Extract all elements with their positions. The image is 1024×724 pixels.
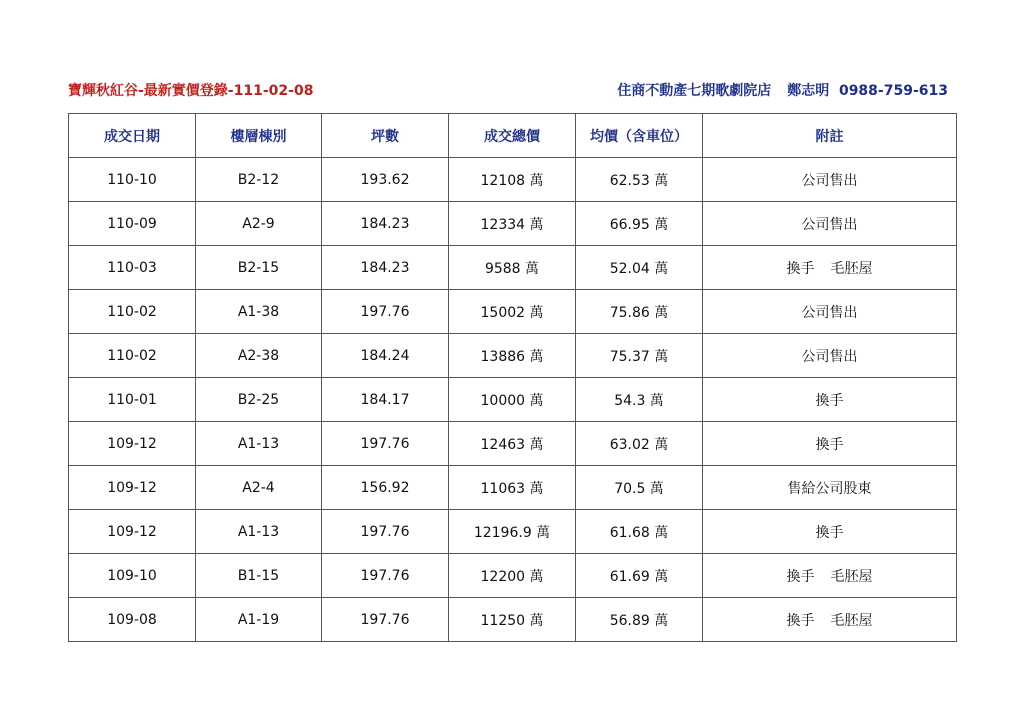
cell-area: 184.23: [322, 202, 449, 246]
column-header-average-price: 均價（含車位）: [576, 114, 703, 158]
table-row: [69, 246, 957, 290]
cell-note: 公司售出: [703, 290, 957, 334]
cell-average-price: 70.5 萬: [576, 466, 703, 510]
cell-average-price: 75.86 萬: [576, 290, 703, 334]
cell-date: 110-02: [69, 290, 196, 334]
cell-unit: B2-12: [196, 158, 322, 202]
cell-area: 184.23: [322, 246, 449, 290]
cell-total-price: 13886 萬: [449, 334, 576, 378]
table-row: [69, 158, 957, 202]
cell-unit: B1-15: [196, 554, 322, 598]
note-transfer: 換手: [786, 612, 815, 629]
cell-unit: A1-19: [196, 598, 322, 642]
table-row: [69, 378, 957, 422]
note-unfinished-unit: 毛胚屋: [830, 260, 873, 277]
cell-date: 109-10: [69, 554, 196, 598]
cell-average-price: 56.89 萬: [576, 598, 703, 642]
column-header-unit: 樓層棟別: [196, 114, 322, 158]
table-row: [69, 202, 957, 246]
cell-note: 公司售出: [703, 158, 957, 202]
cell-date: 109-12: [69, 510, 196, 554]
cell-note: 公司售出: [703, 334, 957, 378]
cell-total-price: 11063 萬: [449, 466, 576, 510]
cell-date: 109-08: [69, 598, 196, 642]
document-title: 寶輝秋紅谷-最新實價登錄-111-02-08: [68, 83, 314, 99]
cell-average-price: 61.69 萬: [576, 554, 703, 598]
table-row: [69, 334, 957, 378]
note-unfinished-unit: 毛胚屋: [830, 568, 873, 585]
column-header-date: 成交日期: [69, 114, 196, 158]
cell-total-price: 12196.9 萬: [449, 510, 576, 554]
table-row: [69, 554, 957, 598]
cell-date: 110-03: [69, 246, 196, 290]
agent-name: 鄭志明: [787, 83, 830, 99]
cell-note: [703, 598, 957, 642]
cell-total-price: 12200 萬: [449, 554, 576, 598]
cell-date: 110-09: [69, 202, 196, 246]
table-row: [69, 510, 957, 554]
cell-note: [703, 554, 957, 598]
agent-phone: 0988-759-613: [838, 83, 948, 99]
cell-note: 售給公司股東: [703, 466, 957, 510]
cell-unit: A1-13: [196, 422, 322, 466]
transaction-table: [68, 113, 957, 642]
cell-date: 109-12: [69, 466, 196, 510]
cell-area: 184.17: [322, 378, 449, 422]
cell-note: 換手: [703, 510, 957, 554]
cell-average-price: 54.3 萬: [576, 378, 703, 422]
cell-note: 換手: [703, 422, 957, 466]
cell-date: 110-01: [69, 378, 196, 422]
cell-total-price: 15002 萬: [449, 290, 576, 334]
table-header-row: [69, 114, 957, 158]
table-row: [69, 290, 957, 334]
cell-area: 156.92: [322, 466, 449, 510]
cell-note: [703, 246, 957, 290]
cell-total-price: 12334 萬: [449, 202, 576, 246]
agent-contact: [617, 80, 948, 102]
cell-area: 184.24: [322, 334, 449, 378]
cell-area: 193.62: [322, 158, 449, 202]
cell-area: 197.76: [322, 290, 449, 334]
cell-total-price: 11250 萬: [449, 598, 576, 642]
cell-date: 109-12: [69, 422, 196, 466]
cell-unit: A1-13: [196, 510, 322, 554]
table-row: [69, 466, 957, 510]
note-transfer: 換手: [786, 260, 815, 277]
cell-average-price: 52.04 萬: [576, 246, 703, 290]
cell-area: 197.76: [322, 554, 449, 598]
cell-area: 197.76: [322, 598, 449, 642]
cell-unit: A2-4: [196, 466, 322, 510]
cell-unit: A2-38: [196, 334, 322, 378]
cell-unit: B2-15: [196, 246, 322, 290]
column-header-area: 坪數: [322, 114, 449, 158]
cell-date: 110-10: [69, 158, 196, 202]
table-row: [69, 422, 957, 466]
cell-total-price: 10000 萬: [449, 378, 576, 422]
cell-note: 公司售出: [703, 202, 957, 246]
table-row: [69, 598, 957, 642]
cell-average-price: 75.37 萬: [576, 334, 703, 378]
cell-average-price: 61.68 萬: [576, 510, 703, 554]
cell-total-price: 12463 萬: [449, 422, 576, 466]
cell-average-price: 66.95 萬: [576, 202, 703, 246]
cell-unit: A1-38: [196, 290, 322, 334]
column-header-note: 附註: [703, 114, 957, 158]
cell-average-price: 63.02 萬: [576, 422, 703, 466]
agency-name: 住商不動產七期歌劇院店: [617, 83, 772, 99]
note-transfer: 換手: [786, 568, 815, 585]
cell-unit: A2-9: [196, 202, 322, 246]
note-unfinished-unit: 毛胚屋: [830, 612, 873, 629]
cell-area: 197.76: [322, 422, 449, 466]
cell-note: 換手: [703, 378, 957, 422]
cell-average-price: 62.53 萬: [576, 158, 703, 202]
cell-total-price: 9588 萬: [449, 246, 576, 290]
cell-total-price: 12108 萬: [449, 158, 576, 202]
cell-area: 197.76: [322, 510, 449, 554]
column-header-total-price: 成交總價: [449, 114, 576, 158]
cell-date: 110-02: [69, 334, 196, 378]
cell-unit: B2-25: [196, 378, 322, 422]
